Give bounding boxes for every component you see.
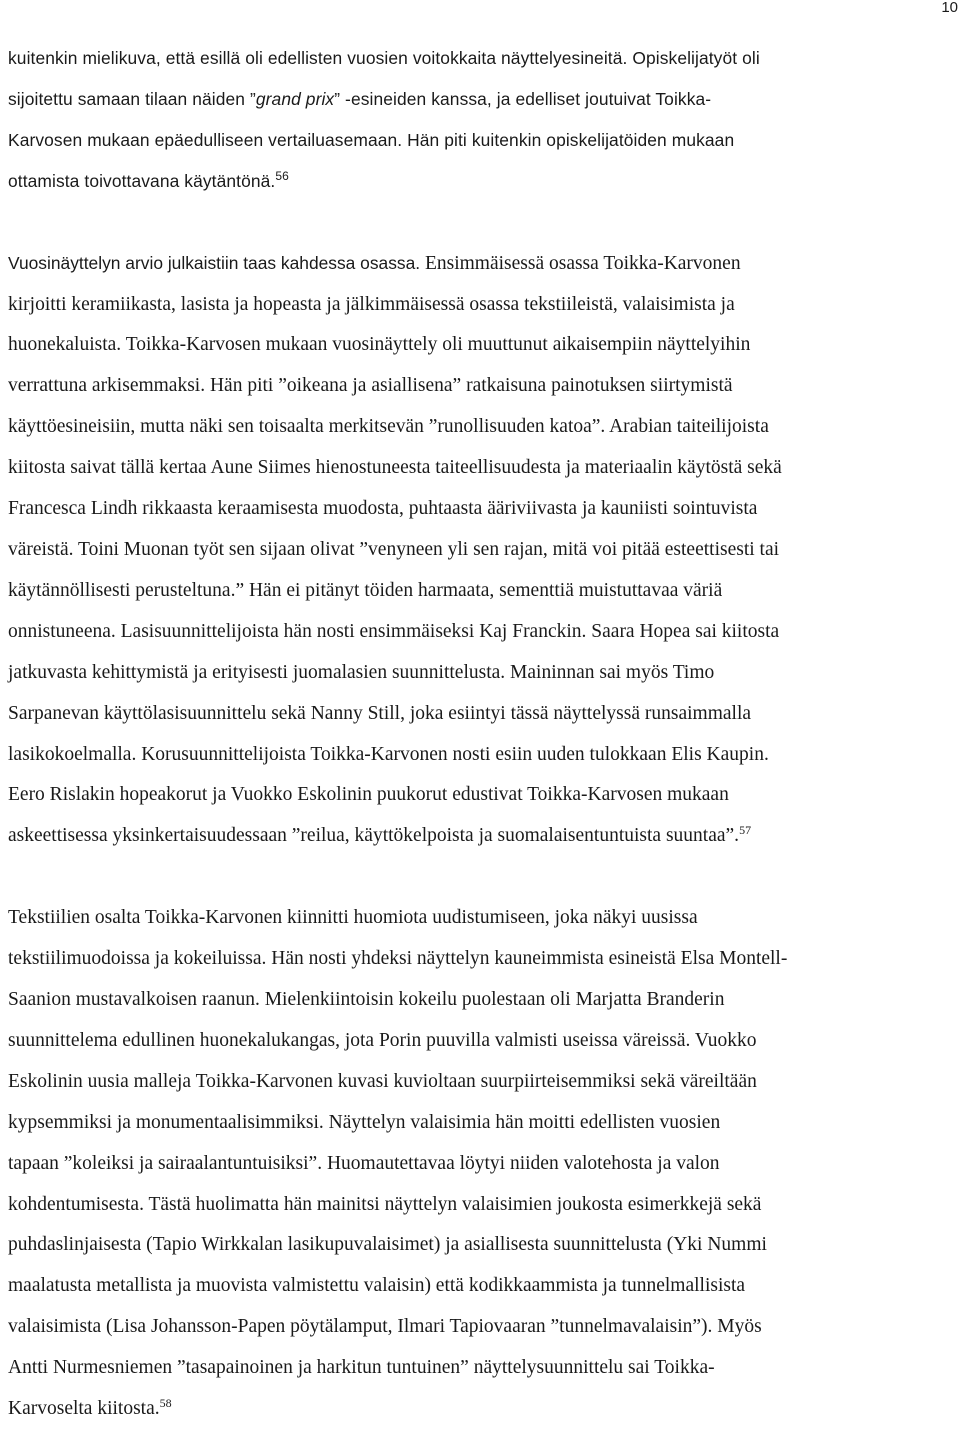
text-line <box>8 38 952 79</box>
text-line <box>8 407 952 448</box>
text-line <box>8 1144 952 1185</box>
text-segment: väreistä. Toini Muonan työt sen sijaan olivat ”venyneen yli sen rajan, mitä voi pitää esteettisesti tai <box>8 538 780 560</box>
text-line <box>8 1307 952 1348</box>
paragraph-p3 <box>8 898 952 1430</box>
text-segment: ” -esineiden kanssa, ja edelliset joutuivat Toikka- <box>334 88 712 109</box>
text-segment: lasikokoelmalla. Korusuunnittelijoista Toikka-Karvonen nosti esiin uuden tulokkaan Elis Kaupin. <box>8 743 769 765</box>
text-segment: huonekaluista. Toikka-Karvosen mukaan vuosinäyttely oli muuttunut aikaisempiin näyttelyihin <box>8 334 751 356</box>
footnote-marker: 58 <box>159 1396 172 1411</box>
text-segment: Eero Rislakin hopeakorut ja Vuokko Eskolinin puukorut edustivat Toikka-Karvosen mukaan <box>8 784 729 806</box>
text-line <box>8 285 952 326</box>
text-segment: käyttöesineisiin, mutta näki sen toisaalta merkitsevän ”runollisuuden katoa”. Arabian taiteilijoista <box>8 416 769 438</box>
text-segment: askeettisessa yksinkertaisuudessaan ”reilua, käyttökelpoista ja suomalaisentuntuista suuntaa”. <box>8 825 740 847</box>
paragraph-p2 <box>8 243 952 858</box>
text-segment: Sarpanevan käyttölasisuunnittelu sekä Nanny Still, joka esiintyi tässä näyttelyssä runsaimmalla <box>8 702 752 724</box>
text-segment: Tekstiilien osalta Toikka-Karvonen kiinnitti huomiota uudistumiseen, joka näkyi uusissa <box>8 907 698 929</box>
text-line <box>8 653 952 694</box>
text-segment: sijoitettu samaan tilaan näiden ” <box>8 88 256 109</box>
document-body <box>8 38 952 1430</box>
text-segment: Saanion mustavalkoisen raanun. Mielenkiintoisin kokeilu puolestaan oli Marjatta Branderin <box>8 989 725 1011</box>
text-segment: puhdaslinjaisesta (Tapio Wirkkalan lasikupuvalaisimet) ja asiallisesta suunnittelusta (Yki Nummi <box>8 1234 767 1256</box>
text-line <box>8 694 952 735</box>
text-line <box>8 489 952 530</box>
text-line <box>8 571 952 612</box>
text-line <box>8 980 952 1021</box>
text-segment: ottamista toivottavana käytäntönä. <box>8 170 276 191</box>
paragraph-p1 <box>8 38 952 202</box>
text-line <box>8 816 952 857</box>
italic-text: grand prix <box>255 88 335 109</box>
text-segment: Eskolinin uusia malleja Toikka-Karvonen kuvasi kuvioltaan suurpiirteisemmiksi sekä väreiltään <box>8 1070 757 1092</box>
text-segment: kypsemmiksi ja monumentaalisimmiksi. Näyttelyn valaisimia hän moitti edellisten vuosien <box>8 1111 721 1133</box>
text-line <box>8 898 952 939</box>
footnote-marker: 56 <box>275 168 289 183</box>
text-segment: Karvosen mukaan epäedulliseen vertailuasemaan. Hän piti kuitenkin opiskelijatöiden mukaan <box>8 129 735 150</box>
text-line <box>8 325 952 366</box>
text-line <box>8 939 952 980</box>
text-line <box>8 366 952 407</box>
text-segment: kuitenkin mielikuva, että esillä oli edellisten vuosien voitokkaita näyttelyesineitä. Opiskelijatyöt oli <box>8 48 760 68</box>
text-line <box>8 243 952 285</box>
text-line <box>8 1266 952 1307</box>
text-segment: valaisimista (Lisa Johansson-Papen pöytälamput, Ilmari Tapiovaaran ”tunnelmavalaisin”). Myös <box>8 1316 762 1338</box>
text-segment: kirjoitti keramiikasta, lasista ja hopeasta ja jälkimmäisessä osassa tekstiileistä, valaisimista ja <box>8 293 735 315</box>
page-number: 10 <box>941 0 958 16</box>
text-segment: Francesca Lindh rikkaasta keraamisesta muodosta, puhtaasta ääriviivasta ja kauniisti sointuvista <box>8 498 758 520</box>
text-segment: kohdentumisesta. Tästä huolimatta hän mainitsi näyttelyn valaisimien joukosta esimerkkejä sekä <box>8 1193 762 1215</box>
footnote-marker: 57 <box>739 823 752 838</box>
text-line <box>8 1062 952 1103</box>
text-line <box>8 120 952 161</box>
text-line <box>8 1185 952 1226</box>
text-line <box>8 1225 952 1266</box>
text-line <box>8 448 952 489</box>
paragraph-gap <box>8 857 952 898</box>
text-segment: Vuosinäyttelyn arvio julkaistiin taas kahdessa osassa. <box>8 252 425 273</box>
text-line <box>8 775 952 816</box>
text-line <box>8 79 952 120</box>
text-segment: maalatusta metallista ja muovista valmistettu valaisin) että kodikkaammista ja tunnelmallisista <box>8 1275 746 1297</box>
text-line <box>8 612 952 653</box>
text-segment: suunnittelema edullinen huonekalukangas, jota Porin puuvilla valmisti useissa väreissä. Vuokko <box>8 1029 757 1051</box>
text-segment: Ensimmäisessä osassa Toikka-Karvonen <box>424 252 741 274</box>
text-segment: Karvoselta kiitosta. <box>8 1398 160 1420</box>
text-line <box>8 161 952 202</box>
text-segment: kiitosta saivat tällä kertaa Aune Siimes hienostuneesta taiteellisuudesta ja materiaalin käytöstä sekä <box>8 457 782 479</box>
paragraph-gap <box>8 202 952 243</box>
text-segment: jatkuvasta kehittymistä ja erityisesti juomalasien suunnittelusta. Maininnan sai myös Timo <box>8 661 715 683</box>
text-line <box>8 1021 952 1062</box>
text-line <box>8 1389 952 1430</box>
text-segment: tapaan ”koleiksi ja sairaalantuntuisiksi”. Huomautettavaa löytyi niiden valotehosta ja valon <box>8 1152 720 1174</box>
text-segment: käytännöllisesti perusteltuna.” Hän ei pitänyt töiden harmaata, sementtiä muistuttavaa väriä <box>8 579 723 601</box>
text-line <box>8 530 952 571</box>
text-segment: verrattuna arkisemmaksi. Hän piti ”oikeana ja asiallisena” ratkaisuna painotuksen siirtymistä <box>8 375 733 397</box>
text-segment: Antti Nurmesniemen ”tasapainoinen ja harkitun tuntuinen” näyttelysuunnittelu sai Toikka- <box>8 1357 715 1379</box>
text-line <box>8 735 952 776</box>
text-segment: tekstiilimuodoissa ja kokeiluissa. Hän nosti yhdeksi näyttelyn kauneimmista esineistä Elsa Montell- <box>8 948 788 970</box>
text-line <box>8 1348 952 1389</box>
text-line <box>8 1103 952 1144</box>
text-segment: onnistuneena. Lasisuunnittelijoista hän nosti ensimmäiseksi Kaj Franckin. Saara Hopea sai kiitosta <box>8 620 780 642</box>
